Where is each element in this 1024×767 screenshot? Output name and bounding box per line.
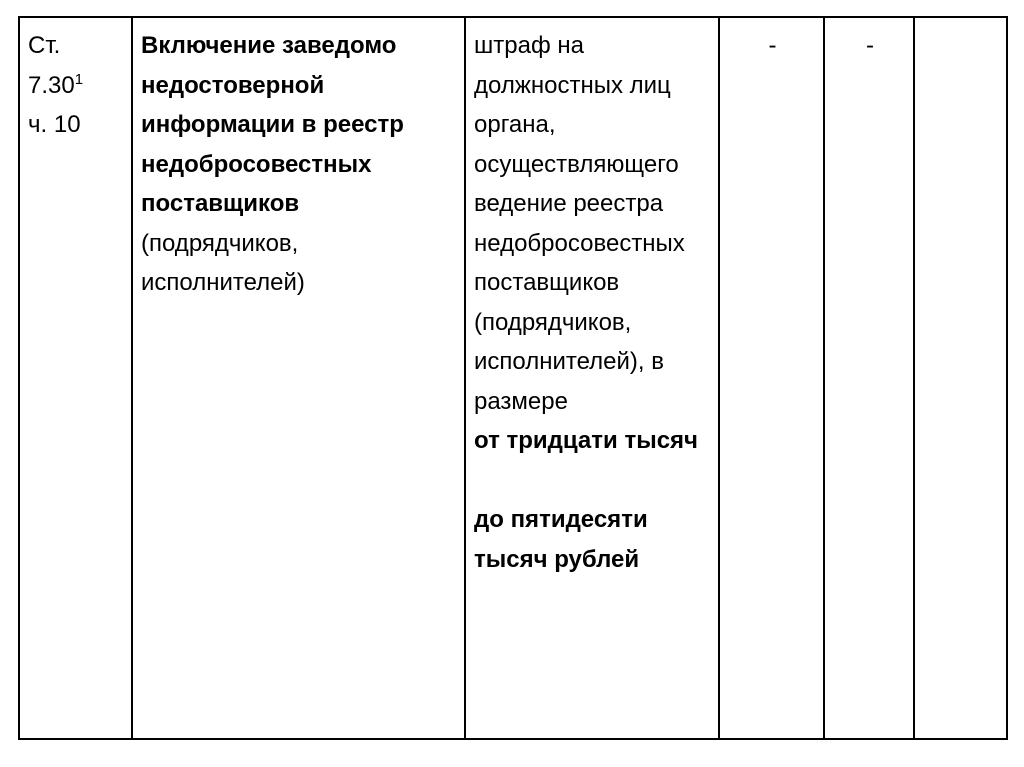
article-number-line <box>28 66 125 106</box>
spacer <box>474 461 712 501</box>
penalty-max-amount: до пятидесяти тысяч рублей <box>474 506 648 573</box>
offense-cell <box>132 17 465 739</box>
article-superscript: 1 <box>74 70 84 88</box>
table-row <box>19 17 1007 739</box>
article-cell <box>19 17 132 739</box>
article-part: ч. 10 <box>28 111 81 138</box>
penalty-table <box>18 16 1008 740</box>
column-6-cell <box>914 17 1007 739</box>
article-number: 7.30 <box>28 71 75 99</box>
article-prefix: Ст. <box>28 32 61 59</box>
penalty-description: штраф на должностных лиц органа, осуществляющего ведение реестра недобросовестных поставщиков (подрядчиков, исполнителей), в размере <box>474 32 685 415</box>
penalty-cell <box>465 17 719 739</box>
column-5-cell: - <box>824 17 914 739</box>
column-4-cell: - <box>719 17 824 739</box>
penalty-min-amount: от тридцати тысяч <box>474 427 698 454</box>
offense-description: Включение заведомо недостоверной информации в реестр недобросовестных поставщиков <box>141 32 404 217</box>
offense-subjects: (подрядчиков, исполнителей) <box>141 229 305 296</box>
